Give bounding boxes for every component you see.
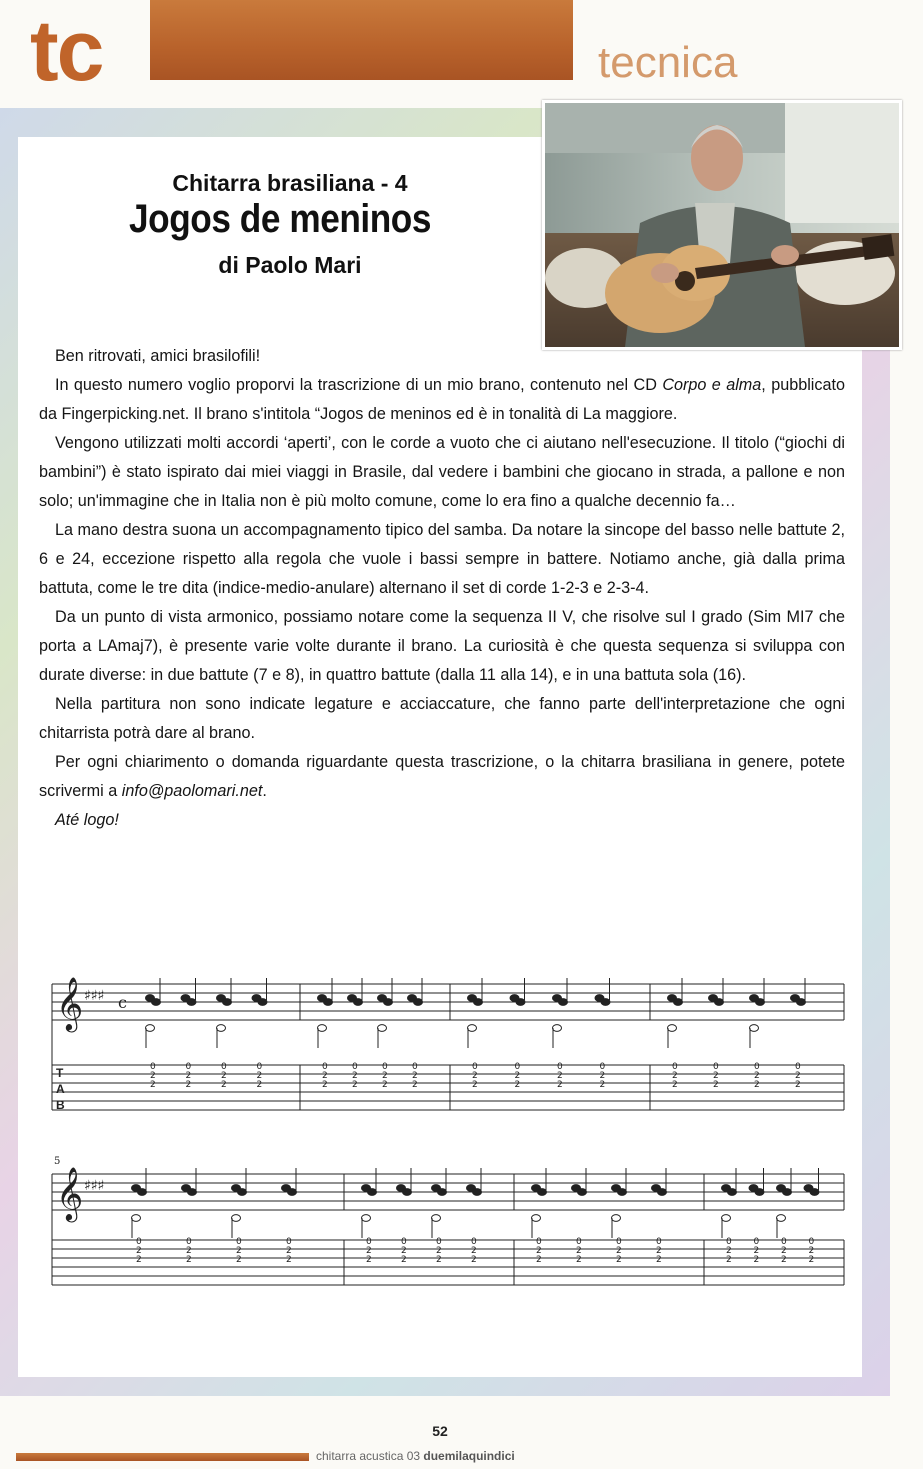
note-head <box>223 999 232 1006</box>
note-head <box>658 1189 667 1196</box>
tab-fret: 0 <box>150 1062 156 1072</box>
author-photo <box>542 100 902 350</box>
bass-note <box>146 1025 155 1032</box>
cd-title: Corpo e alma <box>662 376 762 394</box>
tab-fret: 2 <box>412 1080 418 1090</box>
tab-fret: 0 <box>576 1237 582 1247</box>
tab-fret: 0 <box>795 1062 801 1072</box>
tab-fret: 2 <box>616 1246 622 1256</box>
tab-fret: 2 <box>352 1080 358 1090</box>
paragraph-score-notes: Nella partitura non sono indicate legature e acciaccature, che fanno parte dell'interpretazione che ogni chitarrista potrà dare al brano. <box>39 695 845 742</box>
tab-fret: 2 <box>536 1246 542 1256</box>
tab-fret: 0 <box>808 1237 815 1247</box>
note-head <box>516 999 525 1006</box>
tab-fret: 0 <box>536 1237 542 1247</box>
bass-note <box>668 1025 677 1032</box>
svg-text:𝄞: 𝄞 <box>56 976 84 1030</box>
tab-fret: 2 <box>781 1255 787 1265</box>
paragraph-greeting: Ben ritrovati, amici brasilofili! <box>55 347 261 365</box>
bass-note <box>612 1215 621 1222</box>
tab-fret: 2 <box>672 1071 678 1081</box>
header-bar <box>150 0 573 80</box>
tab-fret: 0 <box>322 1062 328 1072</box>
tab-fret: 2 <box>185 1080 192 1090</box>
article-body <box>39 342 845 835</box>
bass-note <box>750 1025 759 1032</box>
article-title: Jogos de meninos <box>128 197 431 241</box>
tab-fret: 2 <box>616 1255 622 1265</box>
tab-fret: 2 <box>713 1071 719 1081</box>
tab-fret: 2 <box>656 1246 662 1256</box>
tab-fret: 2 <box>514 1080 521 1090</box>
bass-note <box>468 1025 477 1032</box>
note-head <box>756 999 765 1006</box>
note-head <box>715 999 724 1006</box>
tab-fret: 0 <box>753 1237 760 1247</box>
tab-fret: 0 <box>136 1237 142 1247</box>
tab-fret: 2 <box>726 1255 732 1265</box>
tab-fret: 2 <box>322 1071 328 1081</box>
text-span: , pubblicato da Fingerpicking.net. Il brano s'intitola “Jogos de meninos ed è in tonalità di La maggiore. <box>39 376 845 423</box>
tab-fret: 2 <box>472 1071 478 1081</box>
series-title: Chitarra brasiliana - 4 <box>172 170 408 196</box>
tab-fret: 0 <box>672 1062 678 1072</box>
tab-fret: 2 <box>382 1071 388 1081</box>
article-byline: di Paolo Mari <box>218 252 362 278</box>
tab-fret: 2 <box>382 1080 388 1090</box>
svg-text:♯♯♯: ♯♯♯ <box>84 988 105 1004</box>
note-head <box>578 1189 587 1196</box>
note-head <box>324 999 333 1006</box>
tab-fret: 0 <box>472 1062 478 1072</box>
note-head <box>138 1189 147 1196</box>
tab-fret: 0 <box>599 1062 606 1072</box>
tab-fret: 2 <box>536 1255 542 1265</box>
tab-fret: 2 <box>256 1080 263 1090</box>
tab-letter: A <box>56 1082 65 1096</box>
tab-fret: 2 <box>150 1080 156 1090</box>
note-head <box>538 1189 547 1196</box>
tab-fret: 2 <box>352 1071 358 1081</box>
tab-fret: 0 <box>436 1237 442 1247</box>
tab-fret: 0 <box>557 1062 563 1072</box>
note-head <box>438 1189 447 1196</box>
tab-fret: 2 <box>599 1080 606 1090</box>
magazine-name: chitarra acustica 03 <box>316 1449 424 1463</box>
tab-fret: 2 <box>713 1080 719 1090</box>
tab-fret: 0 <box>236 1237 242 1247</box>
tab-fret: 2 <box>781 1246 787 1256</box>
svg-text:𝄞: 𝄞 <box>56 1166 84 1220</box>
tab-fret: 2 <box>136 1255 142 1265</box>
tab-fret: 2 <box>795 1071 801 1081</box>
note-head <box>473 1189 482 1196</box>
note-head <box>288 1189 297 1196</box>
measure-number: 5 <box>54 1156 61 1167</box>
tab-fret: 2 <box>412 1071 418 1081</box>
paragraph-chords: Vengono utilizzati molti accordi ‘aperti’, con le corde a vuoto che ci aiutano nell'esecuzione. Il titolo (“giochi di bambini”) è stato ispirato dai miei viaggi in Brasile, dal vedere i bambini che giocano in strada, a pallone e non solo; un'immagine che in Italia non è più molto comune, come lo era fino a qualche decennio fa… <box>39 434 845 510</box>
tab-fret: 2 <box>401 1255 407 1265</box>
note-head <box>403 1189 412 1196</box>
tab-letter: T <box>56 1066 64 1080</box>
tab-fret: 2 <box>808 1255 815 1265</box>
tab-fret: 2 <box>221 1071 227 1081</box>
tab-fret: 2 <box>436 1255 442 1265</box>
tab-fret: 2 <box>322 1080 328 1090</box>
bass-note <box>722 1215 731 1222</box>
signoff-text: Até logo! <box>55 811 119 829</box>
note-head <box>728 1189 737 1196</box>
bass-note <box>378 1025 387 1032</box>
bass-note <box>362 1215 371 1222</box>
tab-fret: 2 <box>186 1255 192 1265</box>
magazine-logo: tc <box>30 3 103 99</box>
tab-fret: 2 <box>472 1080 478 1090</box>
tab-fret: 0 <box>726 1237 732 1247</box>
tab-fret: 0 <box>352 1062 358 1072</box>
note-head <box>354 999 363 1006</box>
tab-fret: 0 <box>256 1062 263 1072</box>
svg-text:♯♯♯: ♯♯♯ <box>84 1178 105 1194</box>
note-head <box>258 999 267 1006</box>
tab-fret: 2 <box>186 1246 192 1256</box>
tab-fret: 0 <box>221 1062 227 1072</box>
tab-fret: 2 <box>576 1255 582 1265</box>
paragraph-intro <box>39 371 845 429</box>
tab-fret: 2 <box>754 1080 760 1090</box>
tab-fret: 0 <box>286 1237 292 1247</box>
note-head <box>674 999 683 1006</box>
note-head <box>783 1189 792 1196</box>
page-number: 52 <box>432 1423 448 1439</box>
tab-fret: 2 <box>672 1080 678 1090</box>
tab-fret: 0 <box>781 1237 787 1247</box>
tab-fret: 2 <box>236 1255 242 1265</box>
bass-note <box>532 1215 541 1222</box>
footer-magazine <box>316 1449 515 1463</box>
tab-fret: 2 <box>754 1071 760 1081</box>
bass-note <box>432 1215 441 1222</box>
tab-fret: 2 <box>753 1255 760 1265</box>
tab-fret: 2 <box>136 1246 142 1256</box>
note-head <box>384 999 393 1006</box>
note-head <box>368 1189 377 1196</box>
tab-fret: 2 <box>599 1071 606 1081</box>
footer-bar <box>16 1453 309 1461</box>
note-head <box>188 1189 197 1196</box>
tab-fret: 2 <box>366 1246 372 1256</box>
contact-email[interactable]: info@paolomari.net <box>121 782 263 800</box>
tab-fret: 2 <box>471 1246 477 1256</box>
text-span: In questo numero voglio proporvi la trascrizione di un mio brano, contenuto nel CD <box>55 376 663 394</box>
tab-fret: 2 <box>514 1071 521 1081</box>
note-head <box>755 1189 764 1196</box>
tab-fret: 2 <box>471 1255 477 1265</box>
note-head <box>238 1189 247 1196</box>
bass-note <box>318 1025 327 1032</box>
tab-fret: 2 <box>256 1071 263 1081</box>
tab-fret: 2 <box>286 1255 292 1265</box>
tab-fret: 2 <box>366 1255 372 1265</box>
tab-fret: 2 <box>795 1080 801 1090</box>
section-label: tecnica <box>598 38 738 87</box>
tab-fret: 2 <box>401 1246 407 1256</box>
paragraph-right-hand: La mano destra suona un accompagnamento tipico del samba. Da notare la sincope del basso nelle battute 2, 6 e 24, eccezione rispetto alla regola che vuole i bassi sempre in battere. Notiamo anche, già dalla prima battuta, come le tre dita (indice-medio-anulare) alternano il set di corde 1-2-3 e 2-3-4. <box>39 521 845 597</box>
note-head <box>414 999 423 1006</box>
tab-fret: 0 <box>656 1237 662 1247</box>
tab-fret: 2 <box>286 1246 292 1256</box>
paragraph-signoff <box>39 806 845 835</box>
note-head <box>474 999 483 1006</box>
tab-fret: 0 <box>185 1062 192 1072</box>
svg-text:c: c <box>118 993 127 1012</box>
note-head <box>797 999 806 1006</box>
tab-fret: 2 <box>753 1246 760 1256</box>
bass-note <box>232 1215 241 1222</box>
note-head <box>187 999 196 1006</box>
note-head <box>559 999 568 1006</box>
magazine-issue: duemilaquindici <box>423 1449 515 1463</box>
tab-fret: 0 <box>186 1237 192 1247</box>
bass-note <box>132 1215 141 1222</box>
tab-fret: 2 <box>436 1246 442 1256</box>
music-score-system-1 <box>44 962 850 1132</box>
bass-note <box>777 1215 786 1222</box>
tab-fret: 0 <box>616 1237 622 1247</box>
tab-fret: 0 <box>471 1237 477 1247</box>
tab-fret: 0 <box>401 1237 407 1247</box>
note-head <box>601 999 610 1006</box>
tab-fret: 2 <box>557 1080 563 1090</box>
paragraph-contact <box>39 748 845 806</box>
tab-fret: 2 <box>236 1246 242 1256</box>
tab-fret: 0 <box>713 1062 719 1072</box>
tab-fret: 0 <box>382 1062 388 1072</box>
bass-note <box>217 1025 226 1032</box>
tab-fret: 0 <box>412 1062 418 1072</box>
paragraph-harmony: Da un punto di vista armonico, possiamo notare come la sequenza II V, che risolve sul I grado (Sim MI7 che porta a LAmaj7), è presente varie volte durante il brano. La curiosità è che questa sequenza si sviluppa con durate diverse: in due battute (7 e 8), in quattro battute (dalla 11 alla 14), e in una battuta sola (16). <box>39 608 845 684</box>
tab-fret: 2 <box>185 1071 192 1081</box>
tab-fret: 2 <box>808 1246 815 1256</box>
tab-fret: 0 <box>366 1237 372 1247</box>
tab-fret: 2 <box>726 1246 732 1256</box>
tab-fret: 2 <box>576 1246 582 1256</box>
tab-fret: 0 <box>514 1062 521 1072</box>
tab-fret: 2 <box>150 1071 156 1081</box>
tab-fret: 2 <box>221 1080 227 1090</box>
tab-fret: 2 <box>557 1071 563 1081</box>
music-score-system-2 <box>44 1152 850 1322</box>
text-span: Per ogni chiarimento o domanda riguardante questa trascrizione, o la chitarra brasiliana in genere, potete scrivermi a <box>39 753 845 800</box>
text-span: . <box>262 782 267 800</box>
bass-note <box>553 1025 562 1032</box>
note-head <box>152 999 161 1006</box>
tab-fret: 0 <box>754 1062 760 1072</box>
note-head <box>618 1189 627 1196</box>
tab-letter: B <box>56 1098 65 1112</box>
tab-fret: 2 <box>656 1255 662 1265</box>
note-head <box>810 1189 819 1196</box>
